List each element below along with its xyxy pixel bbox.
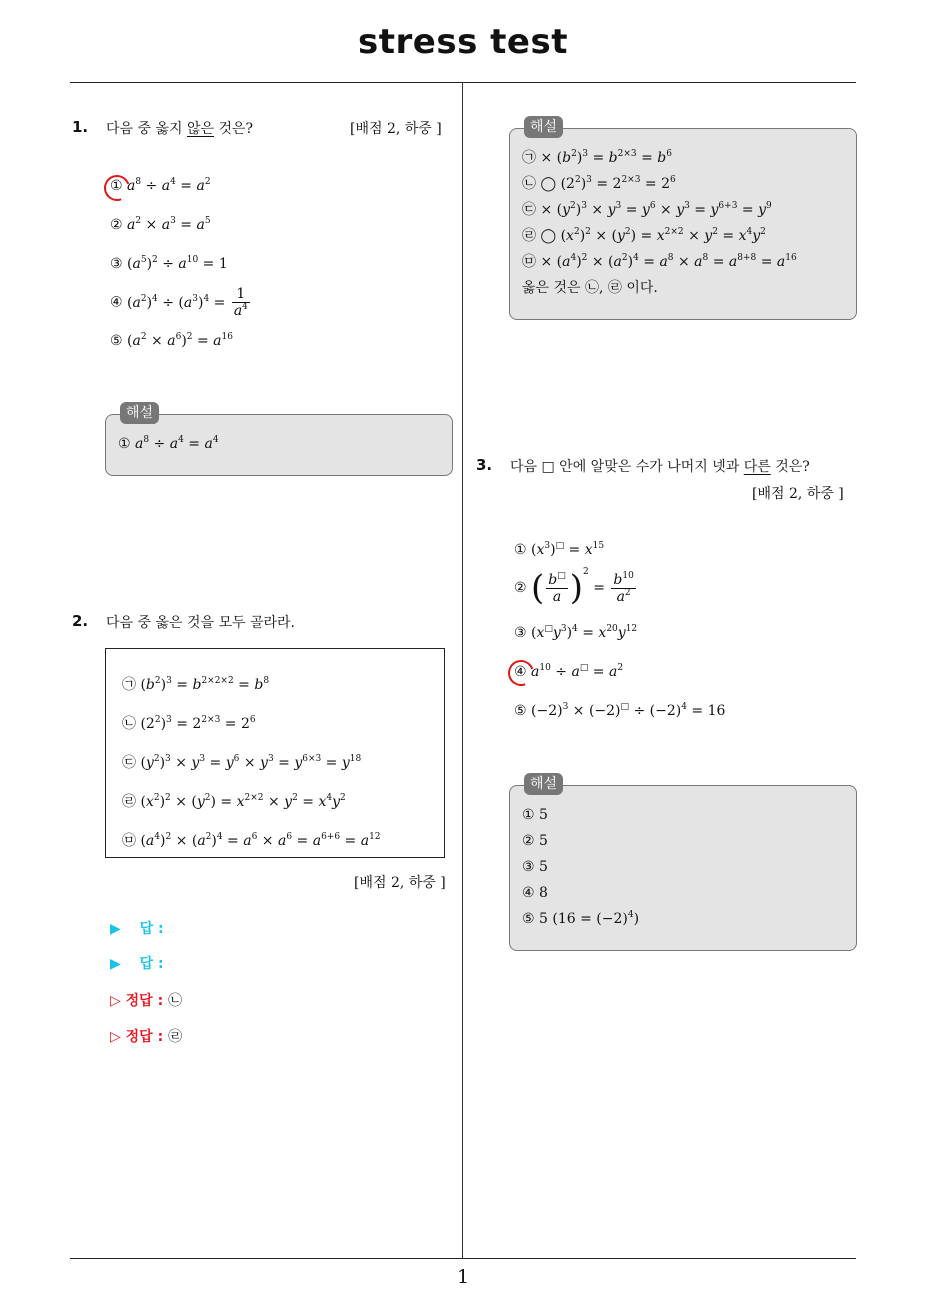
q1-option-3-label: ③ (110, 256, 123, 272)
q1-solution-badge: 해설 (120, 402, 159, 424)
q1-option-3[interactable] (110, 256, 228, 272)
column-divider (462, 82, 463, 1259)
q1-option-1-label: ① (110, 178, 123, 194)
correct-arrow-icon: ▷ (110, 1029, 121, 1045)
q3-option-2[interactable] (514, 568, 638, 608)
q2-solution-mark-5: ㉤ × (522, 254, 553, 270)
q1-solution-box (105, 414, 453, 476)
bottom-rule (70, 1258, 856, 1259)
q3-solution-line-2: ② 5 (522, 833, 548, 849)
q1-solution-mark: ① (118, 436, 131, 452)
q1-option-4-expr: $(a^2)^4 \div (a^3)^4$ = $\frac{1}{a^4}$ (127, 286, 248, 319)
q1-option-1-expr: $a^8 \div a^4 = a^2$ (127, 177, 211, 194)
q2-correct-2-label: 정답 : (125, 1029, 164, 1045)
q2-correct-1-value: ㉡ (168, 993, 183, 1009)
q3-solution-line-5: ⑤ 5 $(16 = (-2)^4)$ (522, 910, 640, 927)
q2-item-1-label: ㉠ (122, 677, 136, 693)
q2-item-5-label: ㉤ (122, 833, 136, 849)
q1-option-2[interactable] (110, 217, 211, 233)
q1-text-pre: 다음 중 옳지 (106, 121, 187, 137)
q3-option-4[interactable] (514, 664, 623, 680)
page-number: 1 (456, 1266, 470, 1288)
q3-option-3-expr: $(x^□y^3)^4 = x^{20}y^{12}$ (531, 624, 638, 641)
q2-item-3 (122, 752, 361, 772)
q2-correct-2-value: ㉣ (168, 1029, 183, 1045)
q3-option-1-label: ① (514, 542, 527, 558)
q2-item-3-expr: $(y^2)^3 \times y^3 = y^6 \times y^3 = y^{6\times 3} = y^{18}$ (140, 754, 362, 771)
q2-score: [배점 2, 하중 ] (354, 875, 446, 891)
q1-question (106, 118, 253, 138)
q1-option-3-expr: $(a^5)^2 \div a^{10} = 1$ (127, 255, 228, 272)
q2-answer-2-label: 답 : (139, 956, 164, 972)
q1-option-4-label: ④ (110, 294, 123, 311)
q3-option-4-label: ④ (514, 664, 527, 680)
q1-number: 1. (72, 118, 89, 136)
q3-solution-mark-5: ⑤ 5 (522, 911, 548, 927)
q3-option-1-expr: $(x^3)^□ = x^{15}$ (531, 541, 605, 558)
q2-item-2-label: ㉡ (122, 716, 136, 732)
q3-option-5-expr: $(-2)^3 \times (-2)^□ \div (-2)^4 = 16$ (531, 702, 726, 719)
q3-solution-badge: 해설 (524, 773, 563, 795)
q1-option-1[interactable] (110, 178, 211, 194)
q1-option-5-label: ⑤ (110, 333, 123, 349)
q2-solution-line-3: ㉢ × $(y^2)^3 \times y^3 = y^6 \times y^3 = y^{6+3} = y^9$ (522, 201, 772, 218)
q2-item-4 (122, 791, 346, 811)
q2-item-2-expr: $(2^2)^3 = 2^{2\times 3} = 2^6$ (140, 715, 256, 732)
q3-option-1[interactable] (514, 542, 604, 558)
q2-question: 다음 중 옳은 것을 모두 골라라. (106, 615, 295, 631)
q3-number: 3. (476, 456, 493, 474)
q3-text-pre: 다음 □ 안에 알맞은 수가 나머지 넷과 (510, 459, 744, 475)
q1-option-4[interactable] (110, 286, 252, 319)
q2-number: 2. (72, 612, 89, 630)
q2-solution-line-1: ㉠ × $(b^2)^3 = b^{2\times 3} = b^6$ (522, 149, 672, 166)
q2-correct-1 (110, 990, 182, 1010)
q2-item-4-label: ㉣ (122, 794, 136, 810)
q2-solution-conclusion: 옳은 것은 ㉡, ㉣ 이다. (522, 280, 658, 296)
q1-text-underlined: 않은 (186, 121, 215, 137)
q3-option-2-label: ② (514, 580, 527, 596)
q2-solution-mark-2: ㉡ ◯ (522, 176, 557, 192)
q2-solution-badge: 해설 (524, 116, 563, 138)
q2-item-2 (122, 713, 256, 733)
q3-option-3-label: ③ (514, 625, 527, 641)
q2-solution-line-4: ㉣ ◯ $(x^2)^2 \times (y^2) = x^{2\times 2} \times y^2 = x^4y^2$ (522, 227, 766, 244)
q1-option-2-label: ② (110, 217, 123, 233)
q2-correct-1-label: 정답 : (125, 993, 164, 1009)
q3-option-5[interactable] (514, 703, 725, 719)
q3-score: [배점 2, 하중 ] (752, 486, 844, 502)
q2-solution-line-2: ㉡ ◯ $(2^2)^3 = 2^{2\times 3} = 2^6$ (522, 175, 676, 192)
q1-option-2-expr: $a^2 \times a^3 = a^5$ (127, 216, 211, 233)
answer-arrow-icon: ▶ (110, 921, 121, 937)
q2-correct-2 (110, 1026, 182, 1046)
answer-arrow-icon: ▶ (110, 956, 121, 972)
correct-arrow-icon: ▷ (110, 993, 121, 1009)
q3-option-3[interactable] (514, 625, 637, 641)
q3-text-post: 것은? (770, 459, 810, 475)
q2-item-1 (122, 674, 269, 694)
q3-solution-line-1: ① 5 (522, 807, 548, 823)
q1-score: [배점 2, 하중 ] (350, 121, 442, 137)
q1-option-5[interactable] (110, 333, 233, 349)
q2-solution-box (509, 128, 857, 320)
q2-solution-mark-3: ㉢ × (522, 202, 553, 218)
q2-item-4-expr: $(x^2)^2 \times (y^2) = x^{2\times 2} \times y^2 = x^4y^2$ (140, 793, 346, 810)
q2-item-3-label: ㉢ (122, 755, 136, 771)
q1-solution-line: ① $a^8 \div a^4 = a^4$ (118, 435, 219, 452)
q3-question (510, 456, 810, 476)
q3-solution-line-4: ④ 8 (522, 885, 548, 901)
q1-option-5-expr: $(a^2 \times a^6)^2 = a^{16}$ (127, 332, 233, 349)
q3-option-4-expr: $a^{10} \div a^□ = a^2$ (531, 663, 624, 680)
q2-answer-1-label: 답 : (139, 921, 164, 937)
q2-item-5 (122, 830, 381, 850)
q2-answer-2[interactable] (110, 953, 164, 973)
q3-option-2-expr: ( $\frac{b^□}{a}$ )$^2$ = $\frac{b^{10}}{a^2}$ (531, 567, 634, 608)
q3-text-underlined: 다른 (743, 459, 771, 475)
q2-solution-mark-4: ㉣ ◯ (522, 228, 557, 244)
top-rule (70, 82, 856, 83)
page-title: stress test (358, 22, 568, 62)
q1-text-post: 것은? (214, 121, 254, 137)
q2-solution-line-5: ㉤ × $(a^4)^2 \times (a^2)^4 = a^8 \times a^8 = a^{8+8} = a^{16}$ (522, 253, 797, 270)
q2-solution-mark-1: ㉠ × (522, 150, 553, 166)
q3-solution-box (509, 785, 857, 951)
q3-solution-line-3: ③ 5 (522, 859, 548, 875)
q2-answer-1[interactable] (110, 918, 164, 938)
q3-option-5-label: ⑤ (514, 703, 527, 719)
q2-item-1-expr: $(b^2)^3 = b^{2\times 2\times 2} = b^8$ (140, 676, 270, 693)
q2-item-5-expr: $(a^4)^2 \times (a^2)^4 = a^6 \times a^6 = a^{6+6} = a^{12}$ (140, 832, 381, 849)
